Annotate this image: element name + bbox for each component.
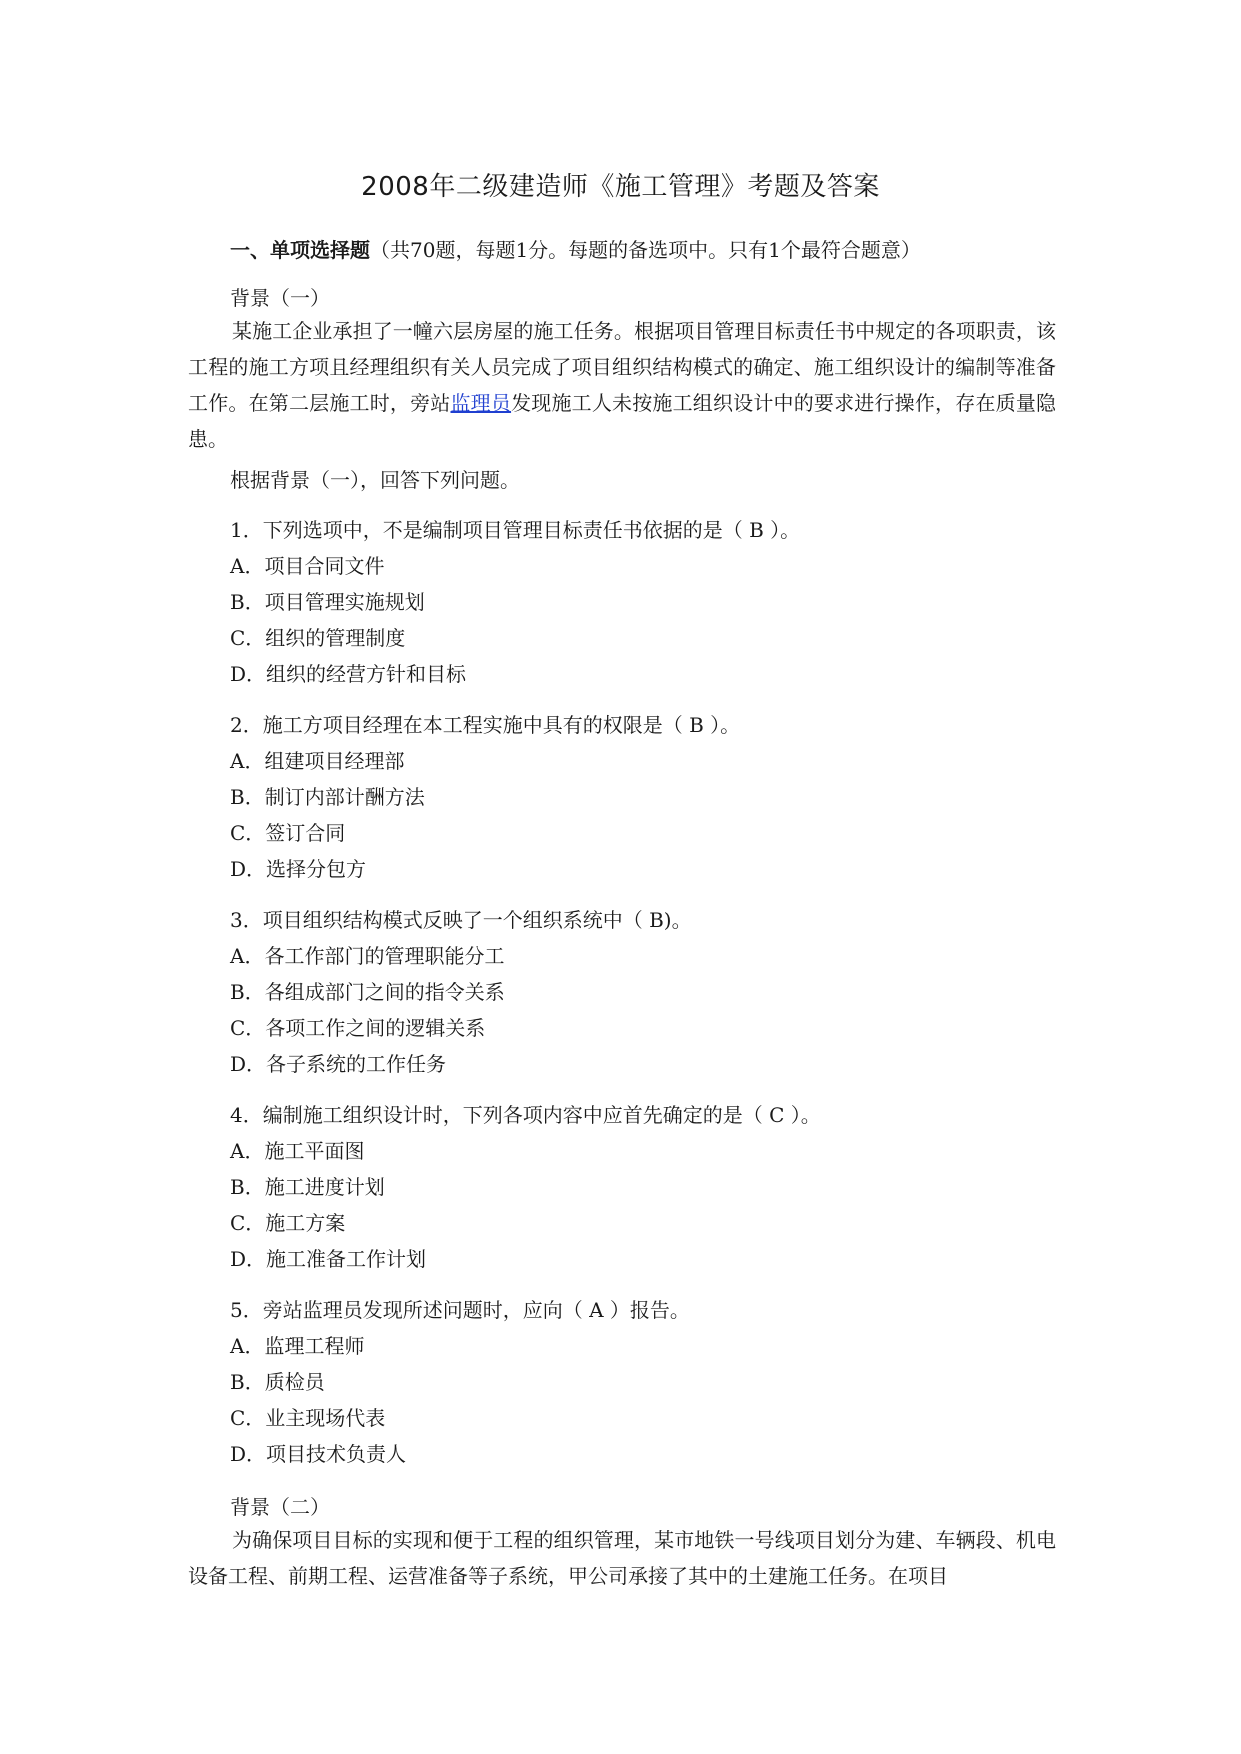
background-2-paragraph: 为确保项目目标的实现和便于工程的组织管理，某市地铁一号线项目划分为建、车辆段、机电设备工程、前期工程、运营准备等子系统，甲公司承接了其中的土建施工任务。在项目 xyxy=(188,1528,1056,1588)
question-5-option-a: A．监理工程师 xyxy=(230,1334,365,1358)
question-1-option-b: B．项目管理实施规划 xyxy=(230,590,425,614)
question-1-option-a: A．项目合同文件 xyxy=(230,554,385,578)
question-4-option-c: C．施工方案 xyxy=(230,1211,346,1235)
document-title: 2008年二级建造师《施工管理》考题及答案 xyxy=(361,172,880,202)
question-3-option-c: C．各项工作之间的逻辑关系 xyxy=(230,1016,486,1040)
section-heading: 一、单项选择题 xyxy=(230,238,370,262)
supervisor-link[interactable]: 监理员 xyxy=(450,391,512,415)
question-2-option-a: A．组建项目经理部 xyxy=(230,749,405,773)
question-2-stem: 2．施工方项目经理在本工程实施中具有的权限是（ B ）。 xyxy=(230,713,741,737)
background-1-paragraph xyxy=(188,313,1056,457)
question-5-option-d: D．项目技术负责人 xyxy=(230,1442,407,1466)
question-5-option-b: B．质检员 xyxy=(230,1370,325,1394)
question-4-stem: 4．编制施工组织设计时，下列各项内容中应首先确定的是（ C ）。 xyxy=(230,1103,821,1127)
question-1-option-d: D．组织的经营方针和目标 xyxy=(230,662,467,686)
question-1-stem: 1．下列选项中，不是编制项目管理目标责任书依据的是（ B ）。 xyxy=(230,518,801,542)
question-5-stem: 5．旁站监理员发现所述问题时，应向（ A ）报告。 xyxy=(230,1298,690,1322)
section-note: （共70题，每题1分。每题的备选项中。只有1个最符合题意） xyxy=(370,238,921,262)
question-1-option-c: C．组织的管理制度 xyxy=(230,626,406,650)
background-1-label: 背景（一） xyxy=(230,286,330,310)
question-3-option-a: A．各工作部门的管理职能分工 xyxy=(230,944,505,968)
question-4-option-a: A．施工平面图 xyxy=(230,1139,365,1163)
question-2-option-d: D．选择分包方 xyxy=(230,857,367,881)
background-1-text-start: 某施工企业承担了一幢六层房屋的施工任务。根据项目管理目标责任书中规定的各项职责，该工程的施工方项且经理组织有关人员完成了项目组织结构模式的确定、施工组织设计的编制等准备工作。在第二层施工时，旁站 xyxy=(188,319,1056,415)
question-2-option-c: C．签订合同 xyxy=(230,821,346,845)
question-3-option-d: D．各子系统的工作任务 xyxy=(230,1052,447,1076)
background-1-instruction: 根据背景（一），回答下列问题。 xyxy=(230,468,520,492)
background-1-text-end: 发现施工人未按施工组织设计中的要求进行操作，存在质量隐患。 xyxy=(188,391,1057,451)
background-2-label: 背景（二） xyxy=(230,1495,330,1519)
question-3-option-b: B．各组成部门之间的指令关系 xyxy=(230,980,505,1004)
question-2-option-b: B．制订内部计酬方法 xyxy=(230,785,425,809)
section-heading-line xyxy=(230,236,921,264)
question-3-stem: 3．项目组织结构模式反映了一个组织系统中（ B)。 xyxy=(230,908,692,932)
question-4-option-b: B．施工进度计划 xyxy=(230,1175,385,1199)
question-4-option-d: D．施工准备工作计划 xyxy=(230,1247,427,1271)
question-5-option-c: C．业主现场代表 xyxy=(230,1406,386,1430)
